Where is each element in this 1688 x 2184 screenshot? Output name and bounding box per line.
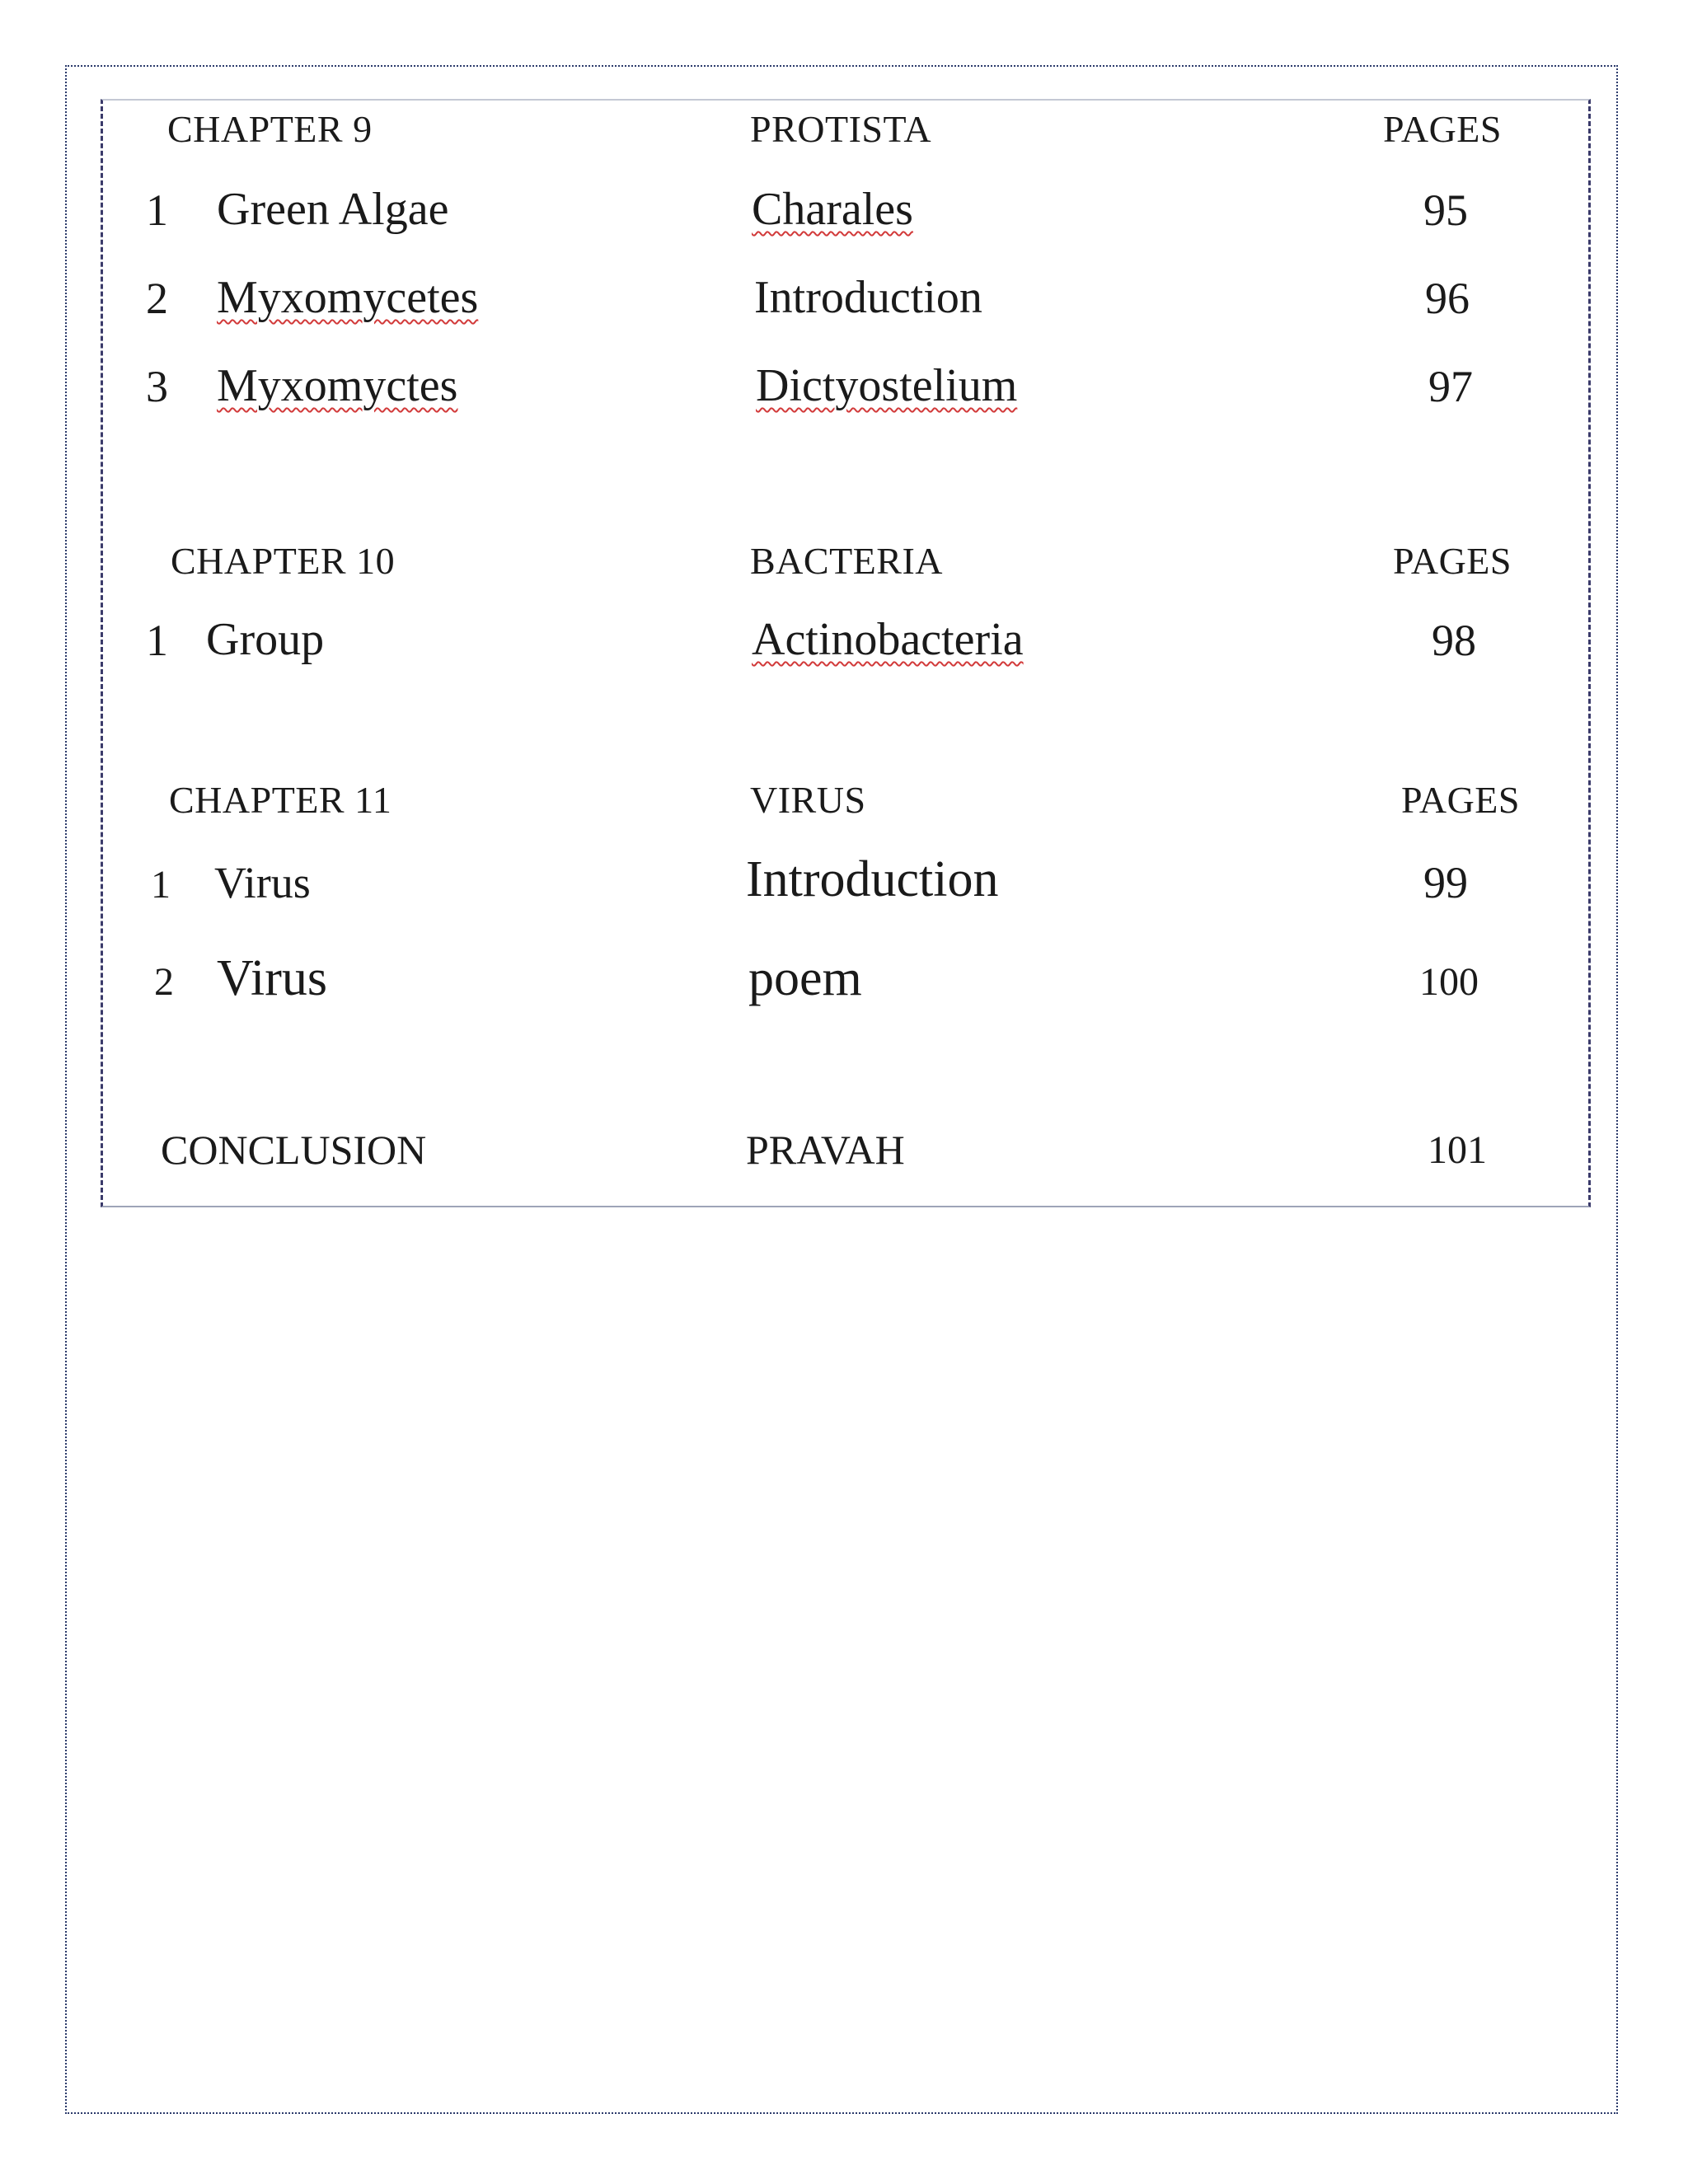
entry-title: Virus [214,858,311,907]
entry-subtopic: Actinobacteria [752,614,1024,665]
entry-page: 100 [1419,960,1479,1004]
entry-page: 99 [1423,858,1468,907]
chapter-11-heading: CHAPTER 11 [169,779,392,821]
entry-subtopic: Dictyostelium [756,360,1018,411]
entry-title: Myxomyctes [217,360,458,411]
table-of-contents [101,99,1591,1207]
entry-subtopic: Introduction [754,272,982,323]
entry-page: 98 [1432,616,1476,665]
entry-number: 1 [146,185,168,235]
chapter-9-topic: PROTISTA [750,108,932,150]
entry-subtopic: Charales [752,184,913,235]
entry-number: 2 [154,960,174,1004]
entry-number: 3 [146,362,168,411]
entry-title: Myxomycetes [217,272,479,323]
conclusion-topic: PRAVAH [746,1127,905,1173]
chapter-9-heading: CHAPTER 9 [167,108,373,150]
entry-subtopic: Introduction [746,851,999,907]
entry-page: 96 [1425,274,1470,323]
entry-page: 97 [1428,362,1473,411]
chapter-11-topic: VIRUS [750,779,866,821]
chapter-10-pages-label: PAGES [1393,540,1512,582]
chapter-11-pages-label: PAGES [1401,779,1520,821]
entry-number: 1 [151,863,171,907]
entry-number: 1 [146,616,168,665]
entry-title: Virus [217,950,328,1006]
chapter-10-topic: BACTERIA [750,540,943,582]
entry-subtopic: poem [748,950,862,1006]
conclusion-page: 101 [1428,1128,1487,1172]
entry-page: 95 [1423,185,1468,235]
chapter-9-pages-label: PAGES [1383,108,1502,150]
chapter-10-heading: CHAPTER 10 [171,540,396,582]
entry-number: 2 [146,274,168,323]
entry-title: Green Algae [217,184,449,235]
conclusion-label: CONCLUSION [161,1127,427,1173]
entry-title: Group [206,614,325,665]
